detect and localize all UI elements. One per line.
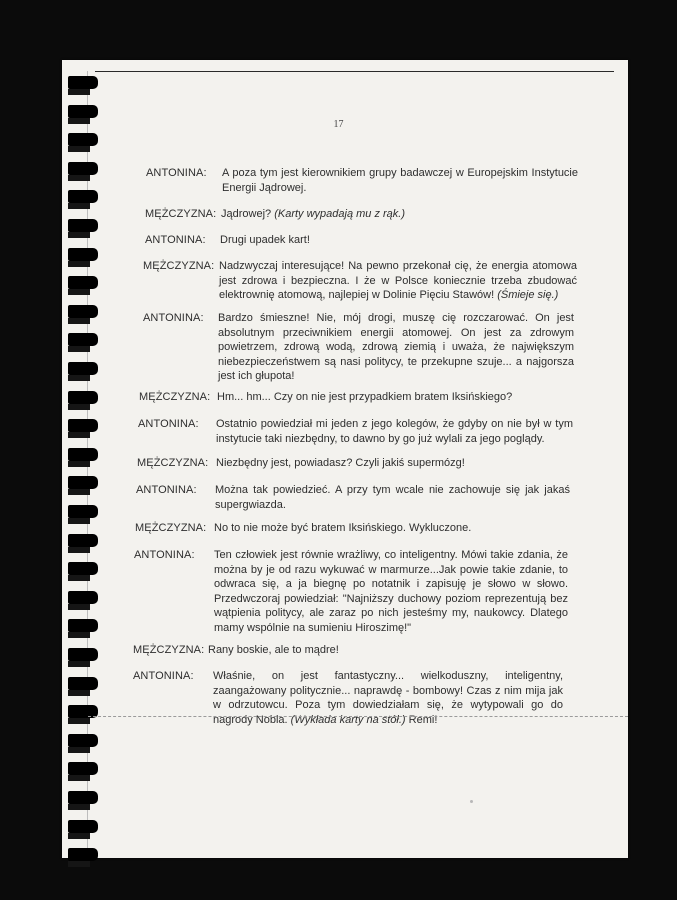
- stage-direction: (Wykłada karty na stół.): [290, 713, 406, 726]
- speaker-name: ANTONINA:: [143, 312, 204, 324]
- speech-text: [218, 311, 574, 384]
- page-number: 17: [333, 119, 344, 130]
- speech-text: [220, 233, 578, 248]
- speaker-name: MĘŻCZYZNA:: [139, 391, 211, 403]
- speech-text: [216, 456, 572, 471]
- speech-segment: Jądrowej?: [221, 208, 275, 220]
- speech-text: [208, 643, 408, 658]
- speech-segment: Ostatnio powiedział mi jeden z jego kolegów, że gdyby on nie był w tym instytucie taki niezbędny, to dawno by go już wylali za jego poglądy.: [216, 418, 573, 445]
- speech-segment: Rany boskie, ale to mądre!: [208, 644, 339, 656]
- speaker-name: ANTONINA:: [138, 418, 199, 430]
- speech-segment: Ten człowiek jest równie wrażliwy, co inteligentny. Mówi takie zdania, że można by je od razu wykuwać w marmurze...Jak powie takie zdanie, to odwraca się, a ja biegnę po notatnik i zapisuję je słowo w słowo. Przedwczoraj powiedział: "Najniższy duchowy poziom reprezentują bez wątpienia politycy, ale zaraz po nich jesteśmy my, naukowcy. Dlatego mamy wspólnie na sumieniu Hiroszimę!": [214, 549, 568, 634]
- speech-text: [222, 166, 578, 195]
- speech-text: [216, 417, 573, 446]
- speaker-name: MĘŻCZYZNA:: [143, 260, 215, 272]
- dust-speck: [470, 800, 473, 803]
- speaker-name: MĘŻCZYZNA:: [145, 208, 217, 220]
- dashed-cut-line: [88, 716, 628, 717]
- speech-segment: Drugi upadek kart!: [220, 234, 310, 246]
- speech-text: [215, 483, 570, 512]
- speaker-name: MĘŻCZYZNA:: [135, 522, 207, 534]
- speaker-name: ANTONINA:: [136, 484, 197, 496]
- speech-text: [217, 390, 575, 405]
- speaker-name: ANTONINA:: [134, 549, 195, 561]
- speech-segment: Hm... hm... Czy on nie jest przypadkiem bratem Iksińskiego?: [217, 391, 513, 403]
- speech-segment: Remi!: [405, 713, 438, 726]
- speech-segment: Można tak powiedzieć. A przy tym wcale nie zachowuje się jak jakaś supergwiazda.: [215, 484, 570, 511]
- speech-segment: Nadzwyczaj interesujące! Na pewno przekonał cię, że energia atomowa jest zdrowa i bezpieczna. I że w Polsce koniecznie trzeba zbudować elektrownię atomową, najlepiej w Dolinie Pięciu Stawów!: [219, 260, 577, 301]
- speaker-name: ANTONINA:: [145, 234, 206, 246]
- speech-text: [214, 548, 568, 635]
- stage-direction: (Karty wypadają mu z rąk.): [274, 208, 406, 220]
- speaker-name: ANTONINA:: [133, 670, 194, 682]
- speech-text: [219, 259, 577, 303]
- speech-text: [221, 207, 578, 222]
- speech-text: [213, 669, 563, 727]
- speech-segment: Niezbędny jest, powiadasz? Czyli jakiś supermózg!: [216, 457, 465, 469]
- speaker-name: MĘŻCZYZNA:: [133, 644, 205, 656]
- speaker-name: ANTONINA:: [146, 167, 207, 179]
- speech-segment: A poza tym jest kierownikiem grupy badawczej w Europejskim Instytucie Energii Jądrowej.: [222, 167, 578, 194]
- speech-segment: Właśnie, on jest fantastyczny... wielkoduszny, inteligentny, zaangażowany politycznie... naprawdę - bombowy! Czas z nim mija jak w odrzutowcu. Poza tym dowiedziałam się, że wytypowali go do nagrody Nobla.: [213, 670, 563, 726]
- speaker-name: MĘŻCZYZNA:: [137, 457, 209, 469]
- stage-direction: (Śmieje się.): [497, 289, 559, 301]
- speech-segment: Bardzo śmieszne! Nie, mój drogi, muszę cię rozczarować. On jest absolutnym przeciwnikiem energii atomowej. On jest za zdrowym powietrzem, zdrową wodą, zdrową ziemią i uważa, że największym niebezpieczeństwem są nasi politycy, te przekupne szuje... a najgorsza jest ich głupota!: [218, 312, 574, 382]
- speech-segment: No to nie może być bratem Iksińskiego. Wykluczone.: [214, 522, 472, 534]
- speech-text: [214, 521, 568, 536]
